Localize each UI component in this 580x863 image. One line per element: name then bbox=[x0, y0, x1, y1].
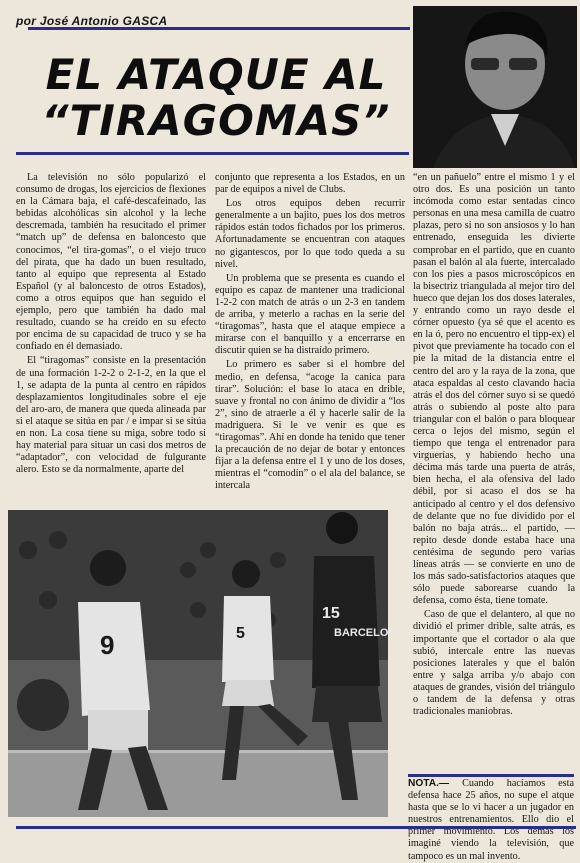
column-2-paragraph: Los otros equipos deben recurrir generalmente a un bajito, pues los dos metros rápidos están todos fichados por los primeros. Afortunadamente se encuentran con ataques no gigantescos, por lo que todo queda a su nivel. bbox=[215, 198, 405, 270]
headline-rule bbox=[16, 152, 409, 155]
author-portrait bbox=[413, 6, 577, 168]
column-1-paragraph: La televisión no sólo popularizó el consumo de drogas, los ejercicios de flexiones en la Cámara baja, el café-descafeinado, las bebidas alcohólicas sin alcohol y la leche descremada, también ha resucitado el primer “match up” de defensa en baloncesto que conocimos, “el tira-gomas”, o el viejo truco del pirata, que ha dado un buen resultado, tanto al equipo que representa al Estado Español (y al baloncesto de otros Estados), como a otros equipos que han seguido el ejemplo, pero que también ha dado mal resultado, cuando se ha creído en su efecto por encima de su capacidad de truco y se ha confiado en él demasiado. bbox=[16, 172, 206, 353]
article-column-2 bbox=[215, 172, 405, 494]
column-3-paragraph: “en un pañuelo” entre el mismo 1 y el otro dos. Es una posición un tanto incómoda como estar sentadas cinco personas en una mesa camilla de cuatro plazas, pero si no son ansiosos y lo han entrenado, enseguida les divierte comprobar en el partido, que en cuanto pasan el balón al ala fuerte, intercalado con los pies a pasos microscópicos en la bisectriz triangulada al mejor tiro del hueco que dejan los dos doses laterales, y entrando como un rayo desde el córner opuesto (ya sé que el acento es en la ó, pero no encuentro el tipp-ex) el pivot que previamente ha tocado con el pie la mitad de la distancia entre el centro del aro y la raya de la zona, que ataca espaldas al cesto clavando hacia atrás el dos del córner suyo si se quedó atrás o subiendo al poste alto para triangular con el balón o para bloquear cerca o lejos del mismo, según el tiempo que tenga el entrenador para virguerías, y habiendo hecho una décima más tarde una puerta de atrás, bien hecha, el ala ofensiva del lado débil, por si acaso el dos se ha anticipado al centro y el dos defensivo de delante que no fue dividido por el balón no baja atrás... el partido, — repito desde donde estaba hace una centésima de segundo pero varias líneas atrás — se convierte en uno de los más sado-satisfactorios ataques que sólo puede saborearse cuando la defensa, como ésta, tiene tomate. bbox=[413, 172, 575, 607]
footer-rule bbox=[16, 826, 576, 829]
column-3-paragraph: Caso de que el delantero, al que no dividió el primer drible, salte atrás, es importante que el cortador o ala que subió, intercale entre las nuevas posiciones laterales y que el balón entre y salga arriba y/o abajo con ataques de grandes, visión del triángulo o tandem de la defensa y otras tradicionales maniobras. bbox=[413, 609, 575, 718]
headline-line-1: EL ATAQUE AL bbox=[45, 50, 387, 99]
headline bbox=[16, 52, 416, 144]
column-2-paragraph: Lo primero es saber si el hombre del medio, en defensa, “acoge la canica para tirar”. Solución: el base lo ataca en drible, suave y frontal no con ánimo de dividir a “los 2”, sino de atraerle a él y hacerle salir de la madriguera. Si le ve venir es que es “tiragomas”. Ahí en donde ha tenido que tener la precaución de no dejar de botar y entonces fijar a la defensa entre el 1 y uno de los doses, mientras el “comodín” o el ala del balance, se intercala bbox=[215, 359, 405, 492]
jersey-number: 15 bbox=[322, 605, 340, 622]
jersey-number: 9 bbox=[100, 630, 115, 660]
header-rule bbox=[28, 27, 410, 30]
column-1-paragraph: El “tiragomas” consiste en la presentación de una formación 1-2-2 o 2-1-2, en la que el 1, se adapta de la punta al centro en rápidos desplazamientos longitudinales sobre el eje del aro-aro, de manera que queda alineada par si el ataque se sitúa en par / e impar si se sitúa en non. La cosa tiene su miga, sobre todo si hay material para situar un casi dos metros de “adaptador”, con velocidad de fulgurante alero. Esto se da normalmente, aparte del bbox=[16, 355, 206, 476]
jersey-number: 5 bbox=[236, 625, 245, 642]
author-note bbox=[408, 778, 574, 863]
note-label: NOTA.— bbox=[408, 778, 450, 789]
note-rule bbox=[408, 774, 574, 777]
jersey-text: BARCELON bbox=[334, 627, 397, 639]
article-column-1 bbox=[16, 172, 206, 478]
headline-line-2: “TIRAGOMAS” bbox=[41, 96, 391, 145]
basketball-photo bbox=[8, 510, 397, 817]
column-2-paragraph: conjunto que representa a los Estados, en un par de equipos a nivel de Clubs. bbox=[215, 172, 405, 196]
note-text: Cuando hacíamos esta defensa hace 25 años, no supe el atque hasta que se lo vi hacer a un jugador en nuestros entrenamientos. Ello dio el primer movimiento. Los demás los imaginé viendo la televisión, que tampoco es un mal invento. bbox=[408, 778, 574, 862]
article-column-3 bbox=[413, 172, 575, 720]
byline: por José Antonio GASCA bbox=[16, 14, 168, 28]
column-2-paragraph: Un problema que se presenta es cuando el equipo es capaz de mantener una tradicional 1-2-2 con match de atrás o un 2-3 en tandem de arriba, y meterlo a rachas en la serie del “tiragomas”, hasta que el ataque empiece a mirarse con el banquillo y a encerrarse en discutir quien se ha distraído primero. bbox=[215, 272, 405, 357]
